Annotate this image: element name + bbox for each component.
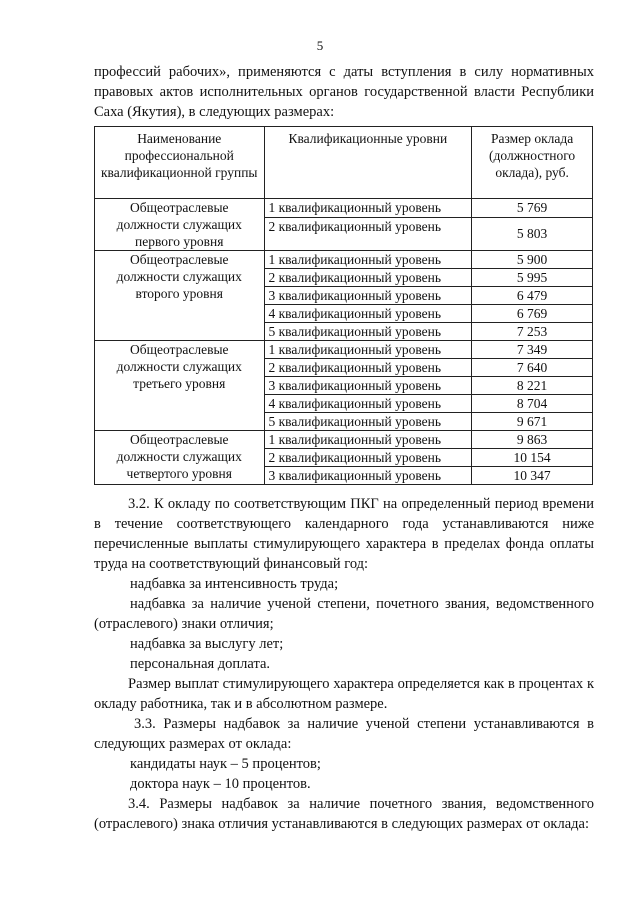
list-item: надбавка за интенсивность труда; — [130, 576, 339, 592]
table-header-row — [95, 127, 593, 199]
level-cell: 1 квалификационный уровень — [264, 341, 472, 359]
salary-cell: 6 479 — [472, 287, 593, 305]
salary-cell: 5 803 — [472, 217, 593, 250]
level-cell: 5 квалификационный уровень — [264, 413, 472, 431]
list-item: надбавка за выслугу лет; — [130, 636, 284, 652]
salary-table — [94, 126, 593, 485]
header-level: Квалификационные уровни — [264, 127, 472, 199]
level-cell: 1 квалификационный уровень — [264, 251, 472, 269]
salary-cell: 8 221 — [472, 377, 593, 395]
level-cell: 2 квалификационный уровень — [264, 449, 472, 467]
paragraph-3-4: 3.4. Размеры надбавок за наличие почетного звания, ведомственного (отраслевого) знака отличия устанавливаются в следующих размерах от оклада: — [94, 796, 594, 832]
level-cell: 4 квалификационный уровень — [264, 305, 472, 323]
group-name: Общеотраслевые должности служащих второго уровня — [95, 251, 265, 341]
intro-line-1: профессий рабочих», применяются с даты вступления в силу нормативных — [94, 64, 594, 80]
header-group: Наименование профессиональной квалификационной группы — [95, 127, 265, 199]
salary-cell: 5 995 — [472, 269, 593, 287]
salary-cell: 8 704 — [472, 395, 593, 413]
salary-cell: 10 347 — [472, 467, 593, 485]
paragraph-3-3-line2: следующих размерах от оклада: — [94, 736, 292, 752]
table-row — [95, 341, 593, 359]
paragraph-3-2-closing: Размер выплат стимулирующего характера определяется как в процентах к окладу работника, так и в абсолютном размере. — [94, 676, 594, 712]
page-number: 5 — [316, 38, 324, 53]
intro-line-2: правовых актов исполнительных органов государственной власти Республики — [94, 84, 594, 100]
table-row — [95, 199, 593, 218]
level-cell: 2 квалификационный уровень — [264, 269, 472, 287]
paragraph-3-2: 3.2. К окладу по соответствующим ПКГ на определенный период времени в течение соответствующего календарного года устанавливаются ниже перечисленные выплаты стимулирующего характера в пределах фонда оплаты труда на соответствующий финансовый год: — [94, 496, 594, 572]
salary-cell: 9 671 — [472, 413, 593, 431]
list-item: кандидаты наук – 5 процентов; — [130, 756, 321, 772]
salary-cell: 7 640 — [472, 359, 593, 377]
level-cell: 2 квалификационный уровень — [264, 217, 472, 250]
level-cell: 3 квалификационный уровень — [264, 467, 472, 485]
salary-cell: 5 900 — [472, 251, 593, 269]
level-cell: 3 квалификационный уровень — [264, 287, 472, 305]
salary-cell: 7 253 — [472, 323, 593, 341]
table-row — [95, 251, 593, 269]
paragraph-3-3-line1: 3.3. Размеры надбавок за наличие ученой степени устанавливаются в — [134, 716, 594, 732]
level-cell: 4 квалификационный уровень — [264, 395, 472, 413]
salary-cell: 7 349 — [472, 341, 593, 359]
level-cell: 1 квалификационный уровень — [264, 199, 472, 218]
level-cell: 1 квалификационный уровень — [264, 431, 472, 449]
group-name: Общеотраслевые должности служащих четвертого уровня — [95, 431, 265, 485]
level-cell: 2 квалификационный уровень — [264, 359, 472, 377]
intro-line-3: Саха (Якутия), в следующих размерах: — [94, 104, 335, 120]
list-item: персональная доплата. — [130, 656, 271, 672]
table-row — [95, 431, 593, 449]
header-salary: Размер оклада (должностного оклада), руб. — [472, 127, 593, 199]
salary-cell: 10 154 — [472, 449, 593, 467]
group-name: Общеотраслевые должности служащих первого уровня — [95, 199, 265, 251]
list-item: надбавка за наличие ученой степени, почетного звания, ведомственного — [130, 596, 594, 612]
salary-cell: 9 863 — [472, 431, 593, 449]
list-item-continued: (отраслевого) знаки отличия; — [94, 616, 274, 632]
level-cell: 3 квалификационный уровень — [264, 377, 472, 395]
level-cell: 5 квалификационный уровень — [264, 323, 472, 341]
list-item: доктора наук – 10 процентов. — [130, 776, 311, 792]
salary-cell: 5 769 — [472, 199, 593, 218]
salary-cell: 6 769 — [472, 305, 593, 323]
group-name: Общеотраслевые должности служащих третьего уровня — [95, 341, 265, 431]
